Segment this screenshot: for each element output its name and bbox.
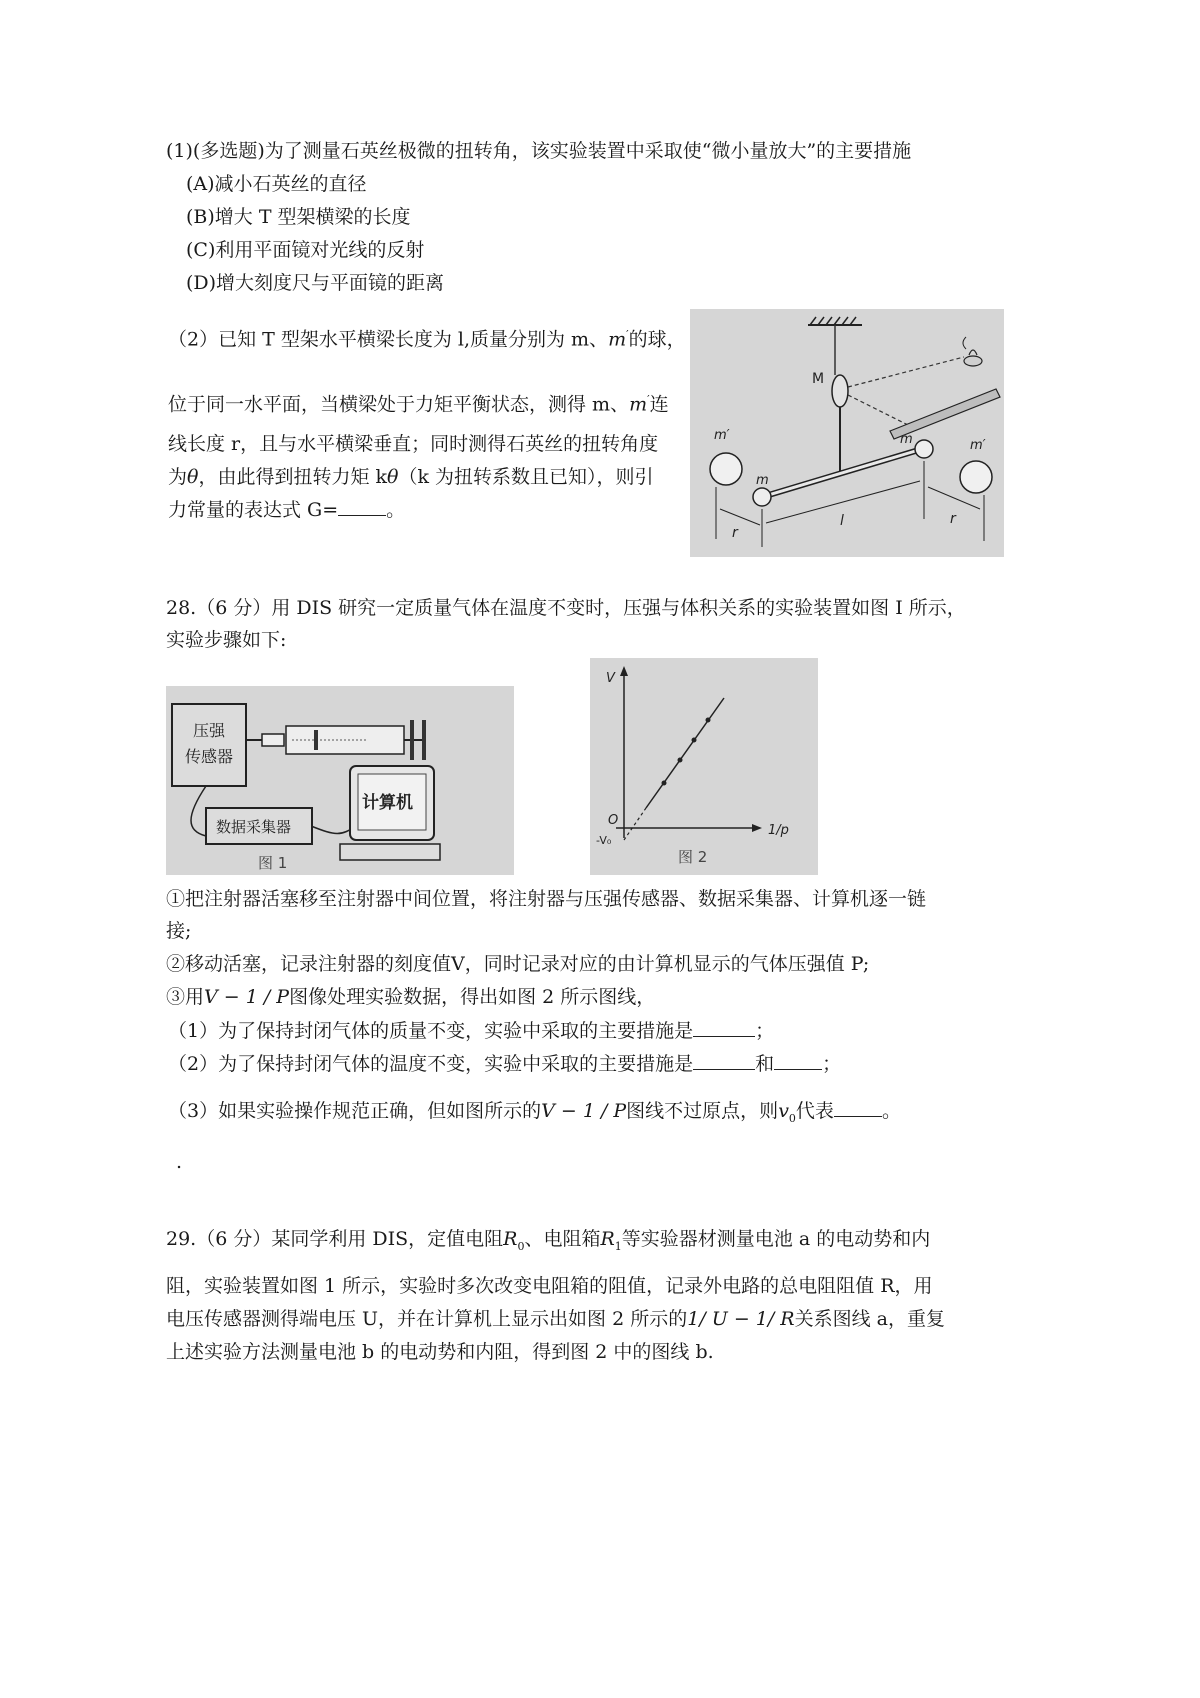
label-M: M — [812, 371, 825, 387]
q29-line3 — [166, 1307, 945, 1331]
q29-line1c: 等实验器材测量电池 a 的电动势和内 — [621, 1228, 931, 1250]
step3-prefix: ③用 — [166, 986, 205, 1008]
label-r-right: r — [950, 511, 956, 527]
m-prime-symbol: m — [608, 328, 627, 351]
answer-blank[interactable] — [693, 1018, 755, 1037]
answer-blank[interactable] — [834, 1098, 882, 1117]
q29-formula: 1/ U − 1/ R — [687, 1308, 795, 1330]
q27-p2-line1-tail: 的球， — [628, 328, 686, 351]
option-a: (A)减小石英丝的直径 — [186, 173, 367, 195]
sub-question-2 — [168, 1051, 841, 1076]
neg-v0-label: -V₀ — [596, 834, 612, 847]
step2: ②移动活塞，记录注射器的刻度值V，同时记录对应的由计算机显示的气体压强值 P; — [166, 953, 870, 975]
torsion-balance-figure — [690, 309, 1004, 557]
q27-p2-line2-tail: 连 — [649, 393, 669, 416]
step1-line2: 接; — [166, 920, 192, 942]
q29-line1b: 、电阻箱 — [524, 1228, 601, 1250]
sub2-mid: 和 — [755, 1053, 775, 1075]
apparatus-figure-1 — [166, 686, 514, 875]
q27-p2-line4c: （k 为扭转系数且已知），则引 — [398, 466, 654, 488]
q27-p2-line4a: 为 — [168, 466, 188, 488]
sub2-text: （2）为了保持封闭气体的温度不变，实验中采取的主要措施是 — [168, 1053, 694, 1075]
label-m-left: m — [756, 473, 769, 488]
r1-subscript: 1 — [614, 1239, 622, 1253]
m-prime-symbol: m — [629, 393, 648, 416]
sub-question-3 — [168, 1098, 901, 1131]
q27-p2-line5-end: 。 — [386, 499, 406, 521]
origin-label: O — [608, 813, 619, 828]
q27-part2-line3: 线长度 r，且与水平横梁垂直；同时测得石英丝的扭转角度 — [168, 433, 659, 455]
step1-line1: ①把注射器活塞移至注射器中间位置，将注射器与压强传感器、数据采集器、计算机逐一链 — [166, 888, 927, 910]
q27-part2-line1: （2）已知 T 型架水平横梁长度为 l,质量分别为 m、m′的球， — [168, 328, 686, 351]
sub-question-1 — [168, 1018, 774, 1043]
q27-part2-line5 — [168, 497, 405, 522]
sensor-label-2: 传感器 — [185, 747, 234, 766]
sub3-end: 。 — [881, 1100, 901, 1122]
q29-line2: 阻，实验装置如图 1 所示，实验时多次改变电阻箱的阻值，记录外电路的总电阻阻值 R，用 — [166, 1275, 933, 1297]
q29-line3b: 关系图线 a，重复 — [794, 1308, 945, 1330]
sub1-text: （1）为了保持封闭气体的质量不变，实验中采取的主要措施是 — [168, 1020, 694, 1042]
q29-line1 — [166, 1227, 930, 1259]
answer-blank[interactable] — [693, 1051, 755, 1070]
v0-subscript: 0 — [788, 1111, 796, 1125]
sub3-suffix: 代表 — [795, 1100, 834, 1122]
sub3-formula: V − 1 / P — [541, 1100, 627, 1122]
computer-label: 计算机 — [362, 793, 413, 813]
answer-blank[interactable] — [774, 1051, 822, 1070]
step3 — [166, 985, 655, 1009]
r0-subscript: 0 — [517, 1239, 525, 1253]
label-m-prime-right: m′ — [970, 438, 986, 453]
fig2-caption: 图 2 — [678, 848, 708, 866]
stray-dot: . — [176, 1151, 183, 1173]
r0-symbol: R — [503, 1228, 518, 1250]
q29-line1a: 29.（6 分）某同学利用 DIS，定值电阻 — [166, 1228, 504, 1250]
theta-symbol: θ — [187, 466, 199, 488]
q27-p2-line2-text: 位于同一水平面，当横梁处于力矩平衡状态，测得 m、 — [168, 393, 630, 416]
sub3-middle: 图线不过原点，则 — [626, 1100, 779, 1122]
q29-line3a: 电压传感器测得端电压 U，并在计算机上显示出如图 2 所示的 — [166, 1308, 688, 1330]
r1-symbol: R — [600, 1228, 615, 1250]
fig1-caption: 图 1 — [258, 854, 288, 872]
q27-p2-line4b: ，由此得到扭转力矩 k — [198, 466, 388, 488]
step3-formula: V − 1 / P — [204, 986, 290, 1008]
q27-p2-line5-text: 力常量的表达式 G= — [168, 499, 339, 521]
sensor-label-1: 压强 — [193, 721, 226, 740]
q28-line2: 实验步骤如下: — [166, 629, 287, 651]
sub1-end: ； — [755, 1020, 775, 1042]
v0-symbol: v — [778, 1100, 789, 1122]
q29-line4: 上述实验方法测量电池 b 的电动势和内阻，得到图 2 中的图线 b. — [166, 1341, 714, 1363]
q27-p2-line1-text: （2）已知 T 型架水平横梁长度为 l,质量分别为 m、 — [168, 328, 609, 351]
sub2-end: ； — [822, 1053, 842, 1075]
theta-symbol: θ — [387, 466, 399, 488]
answer-blank[interactable] — [338, 497, 386, 516]
option-c: (C)利用平面镜对光线的反射 — [186, 239, 425, 261]
q27-part2-line4 — [168, 465, 654, 489]
option-b: (B)增大 T 型架横梁的长度 — [186, 206, 411, 228]
q27-part1-stem: (1)(多选题)为了测量石英丝极微的扭转角，该实验装置中采取使“微小量放大”的主要措施 — [166, 140, 912, 162]
y-axis-label: V — [606, 671, 615, 686]
step3-suffix: 图像处理实验数据，得出如图 2 所示图线， — [289, 986, 656, 1008]
collector-label: 数据采集器 — [216, 818, 292, 836]
label-r-left: r — [732, 525, 738, 541]
q27-part2-line2: 位于同一水平面，当横梁处于力矩平衡状态，测得 m、m′连 — [168, 393, 669, 416]
label-m-right: m — [900, 432, 913, 447]
label-l: l — [840, 513, 844, 529]
x-axis-label: 1/p — [768, 823, 789, 838]
v-1p-graph-figure-2 — [590, 658, 818, 875]
label-m-prime-left: m′ — [714, 428, 730, 443]
option-d: (D)增大刻度尺与平面镜的距离 — [186, 272, 445, 294]
q28-line1: 28.（6 分）用 DIS 研究一定质量气体在温度不变时，压强与体积关系的实验装置如图 I 所示， — [166, 597, 966, 619]
sub3-prefix: （3）如果实验操作规范正确，但如图所示的 — [168, 1100, 542, 1122]
